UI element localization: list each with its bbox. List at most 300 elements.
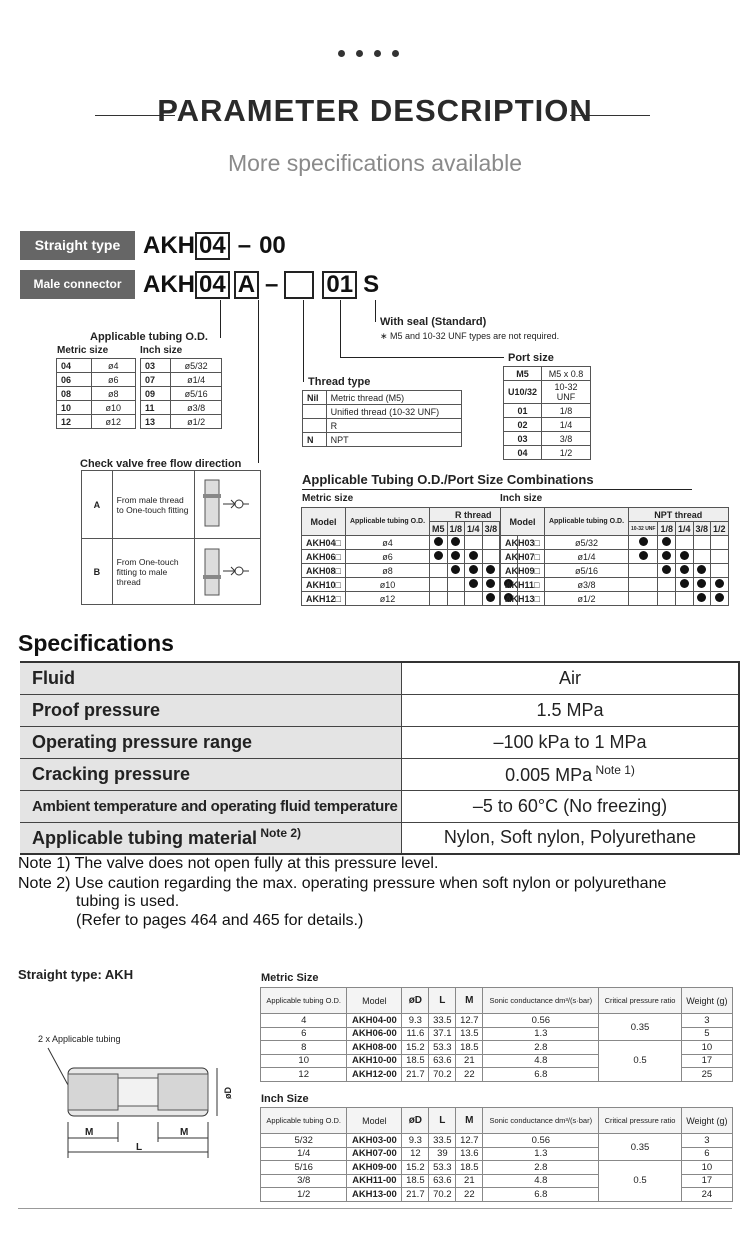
combo-port-header: 3/8 [482,522,500,536]
code-dash: – [265,271,279,298]
dim-weight: 5 [681,1027,732,1041]
dim-cell: 4 [261,1014,347,1028]
table-row [141,373,222,387]
dim-cell: 15.2 [402,1161,429,1175]
spec-key: Ambient temperature and operating fluid temperature [19,790,402,822]
straight-type-code [143,231,286,261]
metric-tubing-table [56,358,136,429]
dim-cell: 1/4 [261,1147,347,1161]
compat-dot [486,565,495,574]
dim-cell: AKH04-00 [347,1014,402,1028]
dim-cell: 22 [456,1188,483,1202]
table-row [141,415,222,429]
dim-weight: 25 [681,1068,732,1082]
combo-header: R thread [430,508,518,522]
dim-cell: 1/2 [261,1188,347,1202]
dim-d: øD [223,1087,233,1099]
dim-cell: 12 [402,1147,429,1161]
table-cell: 02 [504,418,542,432]
table-cell: Metric thread (M5) [326,391,461,405]
combo-od: ø4 [345,536,429,550]
critical-ratio: 0.5 [599,1161,681,1202]
code-series: AKH [143,232,195,259]
table-row [141,359,222,373]
dim-cell: 2.8 [483,1041,599,1055]
spec-row [19,822,740,854]
dim-cell: 18.5 [456,1161,483,1175]
table-cell: ø12 [91,415,136,429]
spec-row [19,694,740,726]
spec-key: Cracking pressure [19,758,402,790]
dim-cell: 22 [456,1068,483,1082]
table-cell: 04 [57,359,92,373]
straight-type-title: Straight type: AKH [18,967,134,982]
dim-cell: AKH12-00 [347,1068,402,1082]
metric-size-label: Metric size [57,345,109,356]
leader-thread [303,300,304,382]
dim-header: L [429,1108,456,1134]
dim-cell: 6 [261,1027,347,1041]
combo-row [302,592,518,606]
callout-tubing: 2 x Applicable tubing [38,1034,121,1044]
tubing-title: Applicable tubing O.D. [90,331,208,343]
dim-cell: 63.6 [429,1054,456,1068]
dim-cell: 70.2 [429,1188,456,1202]
compat-dot [680,551,689,560]
dim-header: Weight (g) [681,1108,732,1134]
combo-row [501,536,729,550]
compat-dot [451,565,460,574]
compat-dot [662,551,671,560]
table-cell: ø8 [91,387,136,401]
dim-header: Applicable tubing O.D. [261,1108,347,1134]
code-port: 01 [322,271,357,299]
combo-header: Model [501,508,545,536]
compat-dot [697,579,706,588]
compat-dot [434,551,443,560]
combo-model: AKH08□ [302,564,346,578]
compat-dot [715,579,724,588]
specifications-table [17,661,740,855]
dim-cell: 21 [456,1174,483,1188]
table-cell: ø5/32 [171,359,222,373]
table-row [57,401,136,415]
combo-port-header: 3/8 [693,522,711,536]
table-cell: ø10 [91,401,136,415]
table-cell: 13 [141,415,171,429]
combo-port-header: 1/2 [711,522,729,536]
note-2: Note 2) Use caution regarding the max. operating pressure when soft nylon or polyurethane [18,875,667,892]
table-cell: M5 [504,367,542,381]
dim-weight: 3 [681,1014,732,1028]
port-size-table [503,366,591,460]
compat-dot [639,551,648,560]
combo-metric-label: Metric size [302,493,354,504]
thread-type-table [302,390,462,447]
code-tubing: 04 [195,271,230,299]
dim-cell: 12 [261,1068,347,1082]
dim-cell: AKH11-00 [347,1174,402,1188]
dim-weight: 6 [681,1147,732,1161]
dim-cell: 39 [429,1147,456,1161]
inch-size-label: Inch size [140,345,183,356]
combo-inch-label: Inch size [500,493,543,504]
table-cell: 01 [504,404,542,418]
table-cell: 04 [504,446,542,460]
table-cell: 07 [141,373,171,387]
combo-od: ø12 [345,592,429,606]
compat-dot [639,537,648,546]
combo-od: ø3/8 [544,578,628,592]
dim-cell: 21.7 [402,1068,429,1082]
dim-header: Weight (g) [681,988,732,1014]
check-valve-table: A From male thread to One-touch fitting B From One-touch fitting to male thread [81,470,261,605]
combo-metric-table [301,507,518,606]
decorative-dots [338,50,399,57]
inch-size-title: Inch Size [261,1093,309,1105]
dim-l: L [136,1142,143,1153]
code-series: AKH [143,271,195,298]
metric-size-title: Metric Size [261,972,319,984]
combo-header: Applicable tubing O.D. [345,508,429,536]
spec-value: Air [402,662,740,694]
critical-ratio: 0.35 [599,1134,681,1161]
spec-value: 0.005 MPa $^{Note 1)}$ [402,758,740,790]
dim-cell: 12.7 [456,1134,483,1148]
dim-cell: 0.56 [483,1134,599,1148]
dim-header: Critical pressure ratio [599,988,681,1014]
inch-tubing-table [140,358,222,429]
spec-value: 1.5 MPa [402,694,740,726]
combo-od: ø5/16 [544,564,628,578]
male-type-code [143,270,379,300]
dim-cell: AKH07-00 [347,1147,402,1161]
thread-title: Thread type [308,376,371,388]
table-cell: R [326,419,461,433]
combo-od: ø5/32 [544,536,628,550]
dim-cell: 12.7 [456,1014,483,1028]
table-cell: 06 [57,373,92,387]
specifications-title: Specifications [18,630,174,656]
dim-cell: 1.3 [483,1147,599,1161]
compat-dot [662,537,671,546]
spec-row [19,758,740,790]
combo-row [302,536,518,550]
straight-type-label: Straight type [20,231,135,260]
table-row [504,367,591,381]
leader-seal [375,300,376,322]
combo-inch-table [500,507,729,606]
combo-row [302,550,518,564]
combo-port-header: 1/8 [658,522,676,536]
dim-cell: 53.3 [429,1161,456,1175]
dim-cell: 18.5 [456,1041,483,1055]
table-cell: Unified thread (10-32 UNF) [326,405,461,419]
table-cell: 1/2 [542,446,591,460]
table-row [303,405,462,419]
table-row [504,381,591,404]
combo-title: Applicable Tubing O.D./Port Size Combinations [302,472,594,487]
combo-row [501,578,729,592]
table-cell: 08 [57,387,92,401]
table-cell: ø4 [91,359,136,373]
table-row [57,387,136,401]
dim-weight: 17 [681,1054,732,1068]
combo-model: AKH03□ [501,536,545,550]
dim-cell: 21.7 [402,1188,429,1202]
combo-port-header: 1/4 [675,522,693,536]
dim-header: Model [347,1108,402,1134]
combo-od: ø6 [345,550,429,564]
compat-dot [680,579,689,588]
dim-cell: 0.56 [483,1014,599,1028]
combo-row [501,550,729,564]
critical-ratio: 0.35 [599,1014,681,1041]
dim-header: M [456,1108,483,1134]
dim-cell: 4.8 [483,1054,599,1068]
code-seal: S [363,271,380,298]
table-row [303,419,462,433]
table-cell: M5 x 0.8 [542,367,591,381]
page-title: PARAMETER DESCRIPTION [157,93,593,128]
table-cell: ø1/2 [171,415,222,429]
table-cell: ø6 [91,373,136,387]
dim-row [261,1161,733,1175]
dim-cell: AKH03-00 [347,1134,402,1148]
dim-cell: 9.3 [402,1014,429,1028]
dim-header: Critical pressure ratio [599,1108,681,1134]
dim-weight: 24 [681,1188,732,1202]
dim-header: Sonic conductance dm³/(s·bar) [483,1108,599,1134]
compat-dot [697,565,706,574]
table-cell [303,405,327,419]
table-cell: 3/8 [542,432,591,446]
code-tubing: 04 [195,232,230,260]
table-row [504,418,591,432]
combo-od: ø10 [345,578,429,592]
note-2-cont: tubing is used. [76,893,180,910]
spec-value: –100 kPa to 1 MPa [402,726,740,758]
dim-weight: 3 [681,1134,732,1148]
dim-cell: AKH06-00 [347,1027,402,1041]
combo-od: ø1/2 [544,592,628,606]
dim-cell: 6.8 [483,1068,599,1082]
dim-cell: 63.6 [429,1174,456,1188]
spec-key: Operating pressure range [19,726,402,758]
combo-port-header: 1/8 [447,522,465,536]
page-subtitle: More specifications available [227,150,523,176]
dim-cell: 33.5 [429,1014,456,1028]
leader-tubing [220,300,221,338]
dim-cell: 70.2 [429,1068,456,1082]
dim-cell: AKH08-00 [347,1041,402,1055]
dim-header: øD [402,988,429,1014]
combo-port-header: 10-32 UNF [629,522,658,536]
dim-cell: 6.8 [483,1188,599,1202]
compat-dot [680,565,689,574]
compat-dot [486,579,495,588]
table-cell: 03 [141,359,171,373]
table-row [504,404,591,418]
table-row [303,433,462,447]
table-cell: 10 [57,401,92,415]
spec-key: Applicable tubing material $^{Note 2)}$ [19,822,402,854]
table-row [57,373,136,387]
dim-cell: 5/32 [261,1134,347,1148]
port-title: Port size [508,352,554,364]
dim-m-left: M [85,1127,94,1138]
dim-cell: 3/8 [261,1174,347,1188]
dim-cell: 8 [261,1041,347,1055]
dim-weight: 10 [681,1041,732,1055]
leader-port [340,300,341,357]
compat-dot [451,537,460,546]
table-row [303,391,462,405]
metric-dimension-table [260,987,733,1082]
dim-header: L [429,988,456,1014]
spec-value: Nylon, Soft nylon, Polyurethane [402,822,740,854]
table-row [141,387,222,401]
combo-model: AKH10□ [302,578,346,592]
dim-cell: 4.8 [483,1174,599,1188]
compat-dot [434,537,443,546]
combo-od: ø8 [345,564,429,578]
combo-row [501,592,729,606]
table-cell: Nil [303,391,327,405]
compat-dot [662,565,671,574]
leader-check [258,300,259,463]
fitting-b-icon [194,539,261,605]
dim-header: Model [347,988,402,1014]
combo-model: AKH12□ [302,592,346,606]
dim-cell: 13.5 [456,1027,483,1041]
combo-row [302,564,518,578]
compat-dot [451,551,460,560]
dim-cell: 5/16 [261,1161,347,1175]
seal-note: ∗ M5 and 10-32 UNF types are not required. [380,331,560,341]
dim-cell: 10 [261,1054,347,1068]
fitting-a-icon [194,471,261,539]
spec-row [19,726,740,758]
code-thread [284,271,314,299]
dim-weight: 17 [681,1174,732,1188]
dim-header: øD [402,1108,429,1134]
dim-cell: 11.6 [402,1027,429,1041]
combo-row [302,578,518,592]
dim-row [261,1041,733,1055]
combo-model: AKH07□ [501,550,545,564]
table-cell: 11 [141,401,171,415]
table-cell: 03 [504,432,542,446]
table-cell [303,419,327,433]
seal-title: With seal (Standard) [380,316,487,328]
code-dash: – [237,232,252,259]
table-row [504,446,591,460]
code-suffix: 00 [259,232,286,259]
dim-header: M [456,988,483,1014]
spec-key: Fluid [19,662,402,694]
dim-cell: 37.1 [429,1027,456,1041]
compat-dot [469,565,478,574]
table-cell: 09 [141,387,171,401]
combo-header: Applicable tubing O.D. [544,508,628,536]
dim-header: Applicable tubing O.D. [261,988,347,1014]
spec-value: –5 to 60°C (No freezing) [402,790,740,822]
compat-dot [469,551,478,560]
male-type-label: Male connector type [20,270,135,299]
combo-port-header: M5 [430,522,448,536]
note-1: Note 1) The valve does not open fully at this pressure level. [18,855,439,872]
dim-row [261,1014,733,1028]
table-row [141,401,222,415]
table-cell: 1/4 [542,418,591,432]
dim-cell: 18.5 [402,1054,429,1068]
check-valve-title: Check valve free flow direction [80,458,242,470]
table-cell: 10-32 UNF [542,381,591,404]
combo-row [501,564,729,578]
combo-model: AKH09□ [501,564,545,578]
table-cell: ø3/8 [171,401,222,415]
table-cell: ø5/16 [171,387,222,401]
dim-cell: AKH13-00 [347,1188,402,1202]
dim-cell: 18.5 [402,1174,429,1188]
combo-od: ø1/4 [544,550,628,564]
dim-cell: 13.6 [456,1147,483,1161]
critical-ratio: 0.5 [599,1041,681,1082]
note-2-ref: (Refer to pages 464 and 465 for details.) [76,912,364,929]
spec-key: Proof pressure [19,694,402,726]
table-cell: 1/8 [542,404,591,418]
compat-dot [469,579,478,588]
table-cell: N [303,433,327,447]
combo-model: AKH13□ [501,592,545,606]
dim-cell: 1.3 [483,1027,599,1041]
inch-dimension-table [260,1107,733,1202]
spec-row [19,790,740,822]
dim-m-right: M [180,1127,189,1138]
dim-cell: 2.8 [483,1161,599,1175]
compat-dot [697,593,706,602]
table-row [57,359,136,373]
dim-cell: 21 [456,1054,483,1068]
combo-model: AKH04□ [302,536,346,550]
dim-cell: 15.2 [402,1041,429,1055]
table-row [57,415,136,429]
dim-cell: 53.3 [429,1041,456,1055]
combo-port-header: 1/4 [465,522,483,536]
table-row [504,432,591,446]
spec-row [19,662,740,694]
dim-cell: 9.3 [402,1134,429,1148]
combo-header: Model [302,508,346,536]
combo-model: AKH11□ [501,578,545,592]
dim-header: Sonic conductance dm³/(s·bar) [483,988,599,1014]
dim-weight: 10 [681,1161,732,1175]
compat-dot [486,593,495,602]
compat-dot [715,593,724,602]
dim-row [261,1134,733,1148]
code-check: A [234,271,259,299]
table-cell: NPT [326,433,461,447]
table-cell: ø1/4 [171,373,222,387]
dim-cell: 33.5 [429,1134,456,1148]
dim-cell: AKH09-00 [347,1161,402,1175]
table-cell: 12 [57,415,92,429]
table-cell: U10/32 [504,381,542,404]
dim-cell: AKH10-00 [347,1054,402,1068]
combo-header: NPT thread [629,508,729,522]
combo-model: AKH06□ [302,550,346,564]
